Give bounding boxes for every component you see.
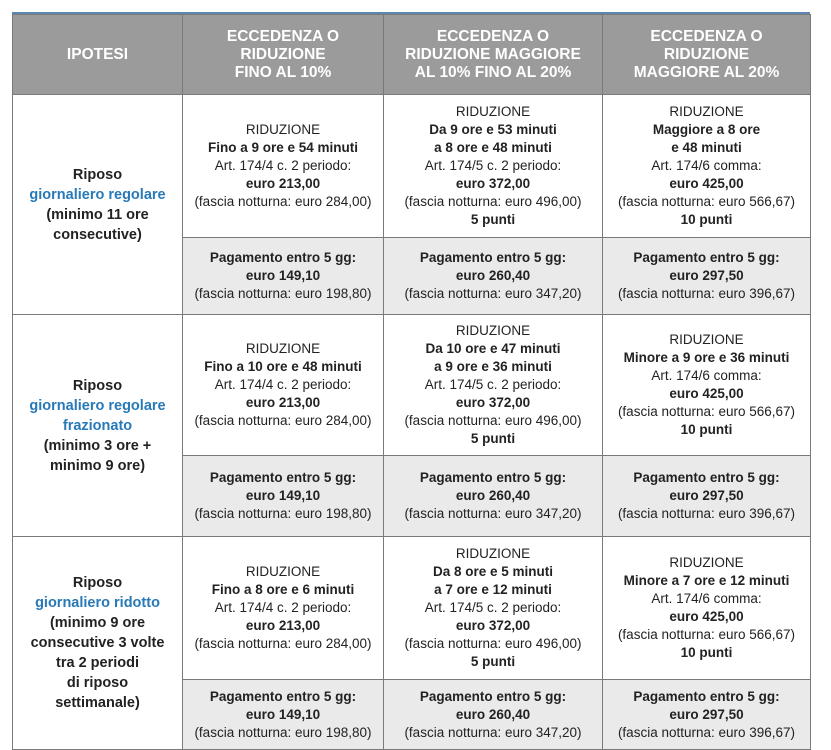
cell-line: Da 9 ore e 53 minuti bbox=[429, 122, 557, 137]
header-line: MAGGIORE AL 20% bbox=[633, 63, 780, 81]
table-row bbox=[13, 537, 811, 680]
cell-line: (fascia notturna: euro 396,67) bbox=[617, 506, 796, 521]
hypothesis-cell bbox=[13, 95, 183, 315]
cell-line: Da 8 ore e 5 minuti bbox=[432, 564, 554, 579]
cell-line: RIDUZIONE bbox=[669, 555, 744, 570]
reduction-cell bbox=[183, 95, 384, 238]
payment-cell bbox=[384, 456, 603, 537]
cell-line: (fascia notturna: euro 284,00) bbox=[194, 636, 372, 651]
hypothesis-highlight: giornaliero ridotto bbox=[35, 595, 160, 611]
header-line: RIDUZIONE bbox=[663, 45, 750, 63]
payment-cell bbox=[603, 238, 811, 315]
reduction-cell bbox=[384, 315, 603, 456]
payment-cell bbox=[384, 238, 603, 315]
hypothesis-line: Riposo bbox=[72, 575, 123, 591]
cell-line: euro 149,10 bbox=[245, 706, 321, 722]
header-line: ECCEDENZA O bbox=[436, 27, 550, 45]
hypothesis-cell bbox=[13, 315, 183, 537]
header-line: IPOTESI bbox=[66, 45, 129, 63]
cell-line: Art. 174/6 comma: bbox=[651, 158, 762, 173]
cell-line: (fascia notturna: euro 396,67) bbox=[617, 286, 796, 301]
cell-line: Fino a 8 ore e 6 minuti bbox=[211, 582, 355, 597]
cell-line: (fascia notturna: euro 496,00) bbox=[404, 194, 582, 209]
table-body bbox=[13, 95, 811, 750]
hypothesis-line: minimo 9 ore) bbox=[49, 457, 146, 474]
cell-line: (fascia notturna: euro 198,80) bbox=[194, 724, 372, 740]
reduction-cell bbox=[384, 537, 603, 680]
cell-line: Pagamento entro 5 gg: bbox=[633, 470, 780, 485]
cell-line: (fascia notturna: euro 566,67) bbox=[617, 627, 796, 642]
cell-line: euro 149,10 bbox=[245, 488, 321, 503]
cell-line: euro 372,00 bbox=[455, 618, 531, 633]
cell-line: Art. 174/4 c. 2 periodo: bbox=[214, 158, 352, 173]
cell-line: Art. 174/5 c. 2 periodo: bbox=[424, 600, 562, 615]
cell-line: RIDUZIONE bbox=[455, 104, 531, 119]
cell-line: Pagamento entro 5 gg: bbox=[419, 688, 567, 704]
cell-line: Art. 174/6 comma: bbox=[651, 591, 762, 606]
cell-line: Pagamento entro 5 gg: bbox=[209, 250, 357, 265]
sanctions-table bbox=[12, 14, 811, 750]
cell-line: RIDUZIONE bbox=[669, 332, 744, 347]
table-row bbox=[13, 95, 811, 238]
cell-line: RIDUZIONE bbox=[455, 323, 531, 338]
cell-line: euro 425,00 bbox=[669, 609, 744, 624]
hypothesis-line: (minimo 3 ore + bbox=[43, 437, 152, 454]
payment-cell bbox=[603, 680, 811, 750]
header-oltre-20 bbox=[603, 15, 811, 95]
header-line: ECCEDENZA O bbox=[650, 27, 763, 45]
cell-line: euro 213,00 bbox=[245, 618, 321, 633]
cell-line: (fascia notturna: euro 347,20) bbox=[404, 724, 582, 740]
cell-line: Art. 174/6 comma: bbox=[651, 368, 762, 383]
cell-line: Art. 174/5 c. 2 periodo: bbox=[424, 377, 562, 392]
hypothesis-highlight: frazionato bbox=[62, 417, 133, 434]
header-row bbox=[13, 15, 811, 95]
cell-line: Maggiore a 8 ore bbox=[652, 122, 761, 137]
hypothesis-line: di riposo bbox=[66, 675, 129, 691]
cell-line: (fascia notturna: euro 496,00) bbox=[404, 413, 582, 428]
hypothesis-highlight: giornaliero regolare bbox=[29, 186, 166, 203]
cell-line: (fascia notturna: euro 566,67) bbox=[617, 404, 796, 419]
cell-line: RIDUZIONE bbox=[245, 341, 321, 356]
payment-cell bbox=[183, 238, 384, 315]
cell-line: euro 260,40 bbox=[455, 268, 531, 283]
cell-line: Pagamento entro 5 gg: bbox=[209, 470, 357, 485]
payment-cell bbox=[384, 680, 603, 750]
reduction-cell bbox=[603, 315, 811, 456]
cell-line: a 8 ore e 48 minuti bbox=[434, 140, 552, 155]
cell-line: euro 149,10 bbox=[245, 268, 321, 283]
cell-line: 10 punti bbox=[680, 212, 733, 227]
cell-line: (fascia notturna: euro 284,00) bbox=[194, 413, 372, 428]
header-ipotesi bbox=[13, 15, 183, 95]
cell-line: (fascia notturna: euro 496,00) bbox=[404, 636, 582, 651]
cell-line: a 7 ore e 12 minuti bbox=[434, 582, 552, 597]
cell-line: Pagamento entro 5 gg: bbox=[419, 470, 567, 485]
cell-line: euro 425,00 bbox=[669, 176, 744, 191]
cell-line: Fino a 10 ore e 48 minuti bbox=[204, 359, 362, 374]
hypothesis-line: (minimo 11 ore bbox=[46, 206, 149, 223]
cell-line: (fascia notturna: euro 396,67) bbox=[617, 724, 796, 740]
cell-line: euro 213,00 bbox=[245, 395, 321, 410]
header-line: ECCEDENZA O bbox=[226, 27, 340, 45]
hypothesis-cell bbox=[13, 537, 183, 750]
cell-line: Art. 174/4 c. 2 periodo: bbox=[214, 600, 352, 615]
reduction-cell bbox=[183, 315, 384, 456]
cell-line: RIDUZIONE bbox=[669, 104, 744, 119]
header-line: AL 10% FINO AL 20% bbox=[414, 63, 572, 81]
cell-line: (fascia notturna: euro 284,00) bbox=[194, 194, 372, 209]
header-line: RIDUZIONE bbox=[240, 45, 326, 63]
hypothesis-line: settimanale) bbox=[55, 695, 140, 711]
cell-line: 5 punti bbox=[470, 654, 516, 669]
cell-line: 10 punti bbox=[680, 645, 733, 660]
cell-line: euro 260,40 bbox=[455, 706, 531, 722]
header-line: RIDUZIONE MAGGIORE bbox=[405, 45, 581, 63]
header-line: FINO AL 10% bbox=[234, 63, 332, 81]
reduction-cell bbox=[603, 95, 811, 238]
cell-line: euro 297,50 bbox=[669, 706, 744, 722]
cell-line: euro 213,00 bbox=[245, 176, 321, 191]
header-fino-10 bbox=[183, 15, 384, 95]
header-10-20 bbox=[384, 15, 603, 95]
hypothesis-line: (minimo 9 ore bbox=[49, 615, 146, 631]
cell-line: Pagamento entro 5 gg: bbox=[419, 250, 567, 265]
cell-line: euro 372,00 bbox=[455, 395, 531, 410]
cell-line: Minore a 7 ore e 12 minuti bbox=[623, 573, 790, 588]
cell-line: Pagamento entro 5 gg: bbox=[633, 688, 780, 704]
cell-line: Fino a 9 ore e 54 minuti bbox=[207, 140, 359, 155]
hypothesis-line: consecutive 3 volte bbox=[30, 635, 165, 651]
hypothesis-line: Riposo bbox=[72, 377, 123, 394]
sanctions-table-container bbox=[12, 12, 810, 750]
cell-line: Pagamento entro 5 gg: bbox=[633, 250, 780, 265]
payment-cell bbox=[183, 456, 384, 537]
cell-line: 10 punti bbox=[680, 422, 733, 437]
hypothesis-highlight: giornaliero regolare bbox=[29, 397, 166, 414]
cell-line: euro 425,00 bbox=[669, 386, 744, 401]
cell-line: euro 297,50 bbox=[669, 488, 744, 503]
cell-line: Minore a 9 ore e 36 minuti bbox=[623, 350, 790, 365]
hypothesis-line: consecutive) bbox=[53, 226, 142, 243]
cell-line: e 48 minuti bbox=[671, 140, 742, 155]
table-row bbox=[13, 315, 811, 456]
reduction-cell bbox=[603, 537, 811, 680]
cell-line: (fascia notturna: euro 198,80) bbox=[194, 506, 372, 521]
cell-line: (fascia notturna: euro 566,67) bbox=[617, 194, 796, 209]
cell-line: euro 372,00 bbox=[455, 176, 531, 191]
cell-line: euro 260,40 bbox=[455, 488, 531, 503]
cell-line: Pagamento entro 5 gg: bbox=[209, 688, 357, 704]
cell-line: euro 297,50 bbox=[669, 268, 744, 283]
cell-line: Art. 174/5 c. 2 periodo: bbox=[424, 158, 562, 173]
hypothesis-line: Riposo bbox=[72, 166, 123, 183]
cell-line: (fascia notturna: euro 198,80) bbox=[194, 286, 372, 301]
hypothesis-line: tra 2 periodi bbox=[56, 655, 139, 671]
payment-cell bbox=[183, 680, 384, 750]
cell-line: (fascia notturna: euro 347,20) bbox=[404, 286, 582, 301]
cell-line: Art. 174/4 c. 2 periodo: bbox=[214, 377, 352, 392]
cell-line: (fascia notturna: euro 347,20) bbox=[404, 506, 582, 521]
reduction-cell bbox=[183, 537, 384, 680]
cell-line: 5 punti bbox=[470, 431, 516, 446]
reduction-cell bbox=[384, 95, 603, 238]
cell-line: a 9 ore e 36 minuti bbox=[434, 359, 552, 374]
cell-line: 5 punti bbox=[470, 212, 516, 227]
cell-line: Da 10 ore e 47 minuti bbox=[425, 341, 561, 356]
cell-line: RIDUZIONE bbox=[245, 122, 321, 137]
cell-line: RIDUZIONE bbox=[245, 564, 321, 579]
payment-cell bbox=[603, 456, 811, 537]
cell-line: RIDUZIONE bbox=[455, 546, 531, 561]
